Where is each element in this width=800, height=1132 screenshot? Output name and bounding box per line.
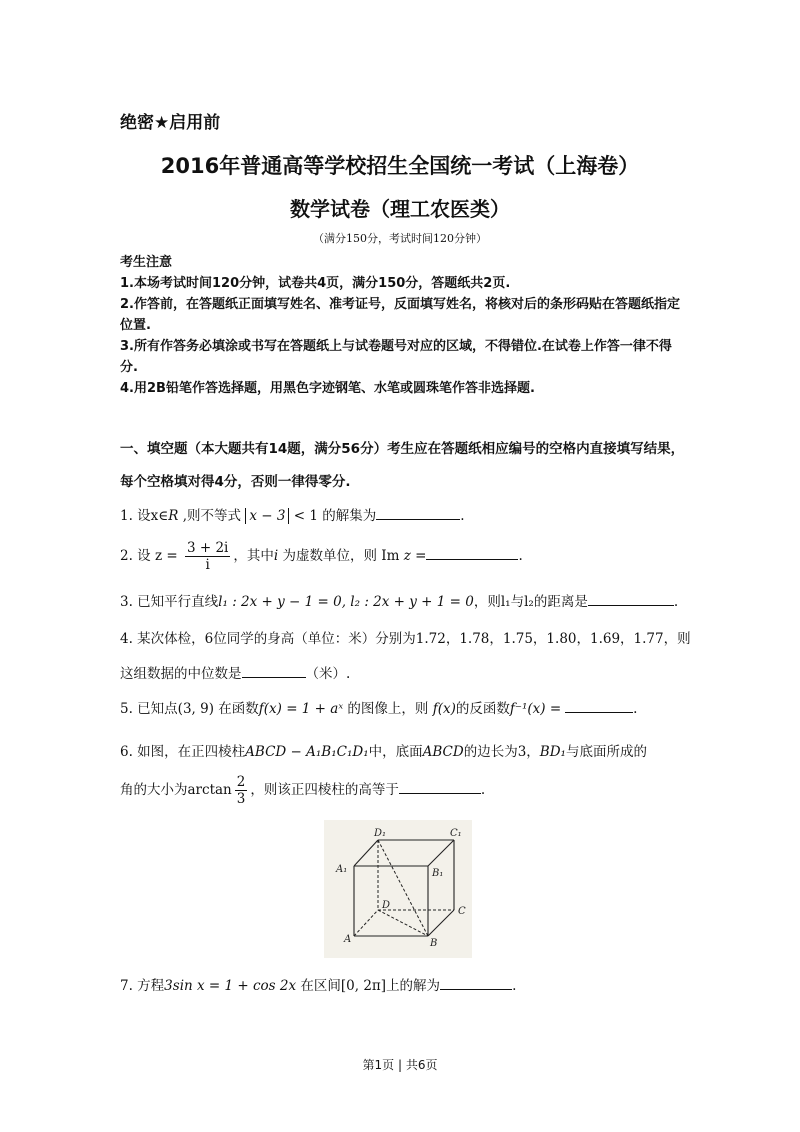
q7-interval: [0, 2π] [340,978,387,994]
q7-text: 7. 方程 [120,978,165,994]
q5-text: 的图像上，则 [343,701,429,717]
q2-numerator: 3 + 2i [186,540,229,556]
q2-text: 2. 设 z = [120,548,182,564]
q3-end: . [673,594,679,610]
question-6-line-1 [120,740,647,760]
note-item: 1.本场考试时间120分钟，试卷共4页，满分150分，答题纸共2页. [120,276,511,291]
q5-text: 的反函数 [455,701,510,717]
q1-text: ,则不等式 [178,508,242,524]
diagonal-bd1 [378,840,428,936]
q3-equation: l₁ : 2x + y − 1 = 0, l₂ : 2x + y + 1 = 0 [218,594,474,610]
question-1 [120,504,465,524]
q3-text: 3. 已知平行直线 [120,594,219,610]
q5-text: 在函数 [213,701,259,717]
q6-diagonal: BD₁ [539,744,566,760]
q1-text: 的解集为 [317,508,377,524]
q2-end: . [518,548,523,564]
note-item: 2.作答前，在答题纸正面填写姓名、准考证号，反面填写姓名，将核对后的条形码贴在答题纸指定位置. [120,297,680,333]
q5-f: f(x) [428,701,456,717]
q5-inverse: f⁻¹(x) = [509,701,562,717]
q2-fraction [185,540,230,573]
exam-meta: （满分150分，考试时间120分钟） [313,232,487,245]
question-4-line-2 [120,662,350,682]
vertex-a: A [344,934,352,945]
q6-fraction [235,774,248,807]
q7-end: . [512,978,517,994]
vertex-b1: B₁ [432,868,444,879]
note-item: 3.所有作答务必填涂或书写在答题纸上与试卷题号对应的区域，不得错位.在试卷上作答一律不得分. [120,339,672,375]
hidden-edge [354,910,378,936]
q1-abs-expr: x − 3 [245,508,289,524]
q2-text: = [410,548,427,564]
question-5 [120,697,637,717]
q6-text: 6. 如图，在正四棱柱 [120,744,246,760]
q6-text: 角的大小为 [120,782,188,798]
q6-arctan: arctan [187,782,232,798]
vertex-c: C [458,906,466,917]
q1-end: . [460,508,465,524]
q1-answer-blank[interactable] [376,507,460,520]
q5-answer-blank[interactable] [565,700,633,713]
vertex-c1: C₁ [450,828,462,839]
q6-end: . [480,782,486,798]
q4-text: 这组数据的中位数是 [120,666,242,682]
q6-base: ABCD [422,744,464,760]
q3-text: ，则l₁与l₂的距离是 [473,594,588,610]
q2-text: 为虚数单位，则 Im [278,548,404,564]
prism-diagram [324,820,472,958]
note-item: 4.用2B铅笔作答选择题，用黑色字迹钢笔、水笔或圆珠笔作答非选择题. [120,381,535,396]
q7-text: 上的解为 [386,978,441,994]
question-7 [120,974,516,994]
q5-function: f(x) = 1 + aˣ [258,701,344,717]
q4-answer-blank[interactable] [242,665,306,678]
prism-figure [324,820,472,958]
vertex-d1: D₁ [374,828,387,839]
q6-prism: ABCD − A₁B₁C₁D₁ [245,744,369,760]
question-3 [120,590,678,610]
q6-text: 的边长为3， [463,744,540,760]
q6-denominator: 3 [236,791,246,807]
q1-set: R [168,508,179,524]
page-footer: 第1页 | 共6页 [362,1058,438,1072]
notes-heading: 考生注意 [120,255,173,270]
q2-text: ，其中 [233,548,274,564]
q7-equation: 3sin x = 1 + cos 2x [164,978,297,994]
q7-text: 在区间 [296,978,341,994]
q1-text: 1. 设x∈ [120,508,169,524]
q6-answer-blank[interactable] [399,781,481,794]
question-4-line-1: 4. 某次体检，6位同学的身高（单位：米）分别为1.72，1.78，1.75，1.80，1.69，1.77，则 [120,631,691,647]
vertex-a1: A₁ [336,864,348,875]
q6-numerator: 2 [236,774,246,790]
hidden-edge [378,910,428,936]
edge [354,840,378,866]
q4-unit: （米）. [305,666,351,682]
edge [428,840,454,866]
q6-text: 中，底面 [368,744,423,760]
q5-text: 5. 已知点 [120,701,178,717]
q5-end: . [633,701,638,717]
edge [428,910,454,936]
q2-answer-blank[interactable] [426,547,518,560]
q2-denominator: i [205,557,210,573]
q5-point: (3, 9) [177,701,214,717]
q3-answer-blank[interactable] [588,593,674,606]
section-heading: 一、填空题（本大题共有14题，满分56分）考生应在答题纸相应编号的空格内直接填写结果，每个空格填对得4分，否则一律得零分. [120,441,685,490]
vertex-d: D [382,900,391,911]
candidate-notes [120,252,680,399]
exam-title: 2016年普通高等学校招生全国统一考试（上海卷） [160,154,640,178]
q1-ineq: < 1 [289,508,318,524]
question-6-line-2 [120,774,485,807]
exam-subtitle: 数学试卷（理工农医类） [290,197,510,221]
vertex-b: B [430,938,438,949]
q6-text: 与底面所成的 [565,744,647,760]
q6-text: ，则该正四棱柱的高等于 [250,782,399,798]
secret-label: 绝密★启用前 [120,113,221,133]
question-2 [120,540,523,573]
q7-answer-blank[interactable] [440,977,512,990]
q2-imag-unit: i [273,548,279,564]
q2-z: z [403,548,411,564]
